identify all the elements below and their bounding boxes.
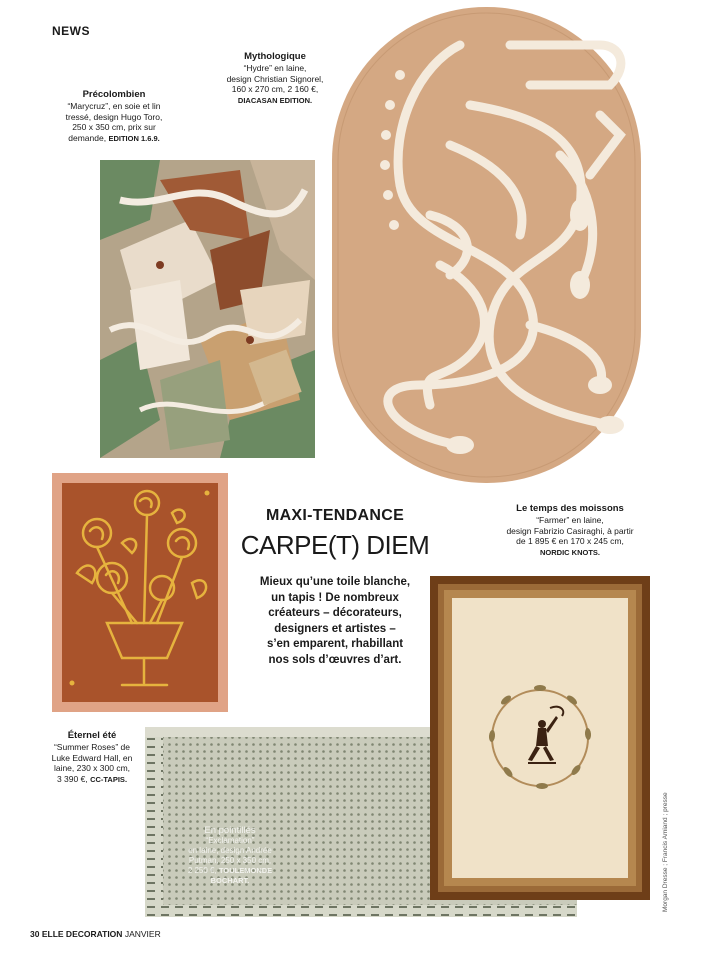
caption-line: “Exclamation” <box>205 836 255 845</box>
caption-line: 250 x 350 cm, prix sur <box>72 122 156 132</box>
intro-line: s’en emparent, rhabillant <box>266 638 404 650</box>
rug-summer-roses-image <box>52 473 228 712</box>
section-label: NEWS <box>52 24 90 38</box>
caption-line: 2 250 €, <box>187 866 217 875</box>
page-folio <box>30 929 161 939</box>
intro-line: nos sols d’œuvres d’art. <box>268 653 402 666</box>
photo-credit: Morgan Dresse ; Francis Amiand ; presse <box>662 792 669 912</box>
caption-title: Le temps des moissons <box>516 503 624 514</box>
caption-line: “Summer Roses” de <box>53 742 131 752</box>
caption-pointilles <box>176 826 284 886</box>
caption-line: demande, <box>68 132 107 143</box>
caption-line: de 1 895 € en 170 x 245 cm, <box>516 536 624 546</box>
intro-line: designers et artistes – <box>274 622 396 635</box>
caption-brand: EDITION 1.6.9. <box>108 133 160 143</box>
caption-line: design Fabrizio Casiraghi, à partir <box>506 525 634 536</box>
page-number: 30 <box>30 929 40 939</box>
caption-line: Putman, 250 x 350 cm, <box>188 856 272 865</box>
caption-brand: CC-TAPIS. <box>90 774 128 784</box>
caption-line: Luke Edward Hall, en <box>51 752 133 763</box>
rug-hydre-image <box>330 5 643 485</box>
caption-line: “Farmer” en laine, <box>536 515 604 525</box>
caption-line: “Marycruz”, en soie et lin <box>67 101 161 111</box>
rug-farmer-image <box>430 576 650 900</box>
issue-month: JANVIER <box>124 929 161 939</box>
caption-title: Précolombien <box>82 89 146 100</box>
caption-moissons <box>500 503 640 558</box>
caption-line: tressé, design Hugo Toro, <box>65 111 163 122</box>
caption-line: en laine, design Andrée <box>188 846 272 855</box>
caption-title: Éternel été <box>67 730 117 741</box>
caption-title: Mythologique <box>244 51 306 62</box>
caption-brand: TOULEMONDE BOCHART. <box>210 866 273 885</box>
article-intro <box>238 575 432 668</box>
intro-line: un tapis ! De nombreux <box>271 591 399 604</box>
article-headline: CARPE(T) DIEM <box>240 530 430 560</box>
caption-precolombien <box>60 89 168 144</box>
caption-line: design Christian Signorel, <box>226 73 324 84</box>
caption-title: En pointillés <box>204 825 256 836</box>
caption-line: “Hydre” en laine, <box>243 63 307 73</box>
intro-line: créateurs – décorateurs, <box>268 607 402 619</box>
magazine-name: ELLE DECORATION <box>41 929 123 939</box>
caption-line: 160 x 270 cm, 2 160 €, <box>231 84 319 94</box>
caption-eternel-ete <box>48 730 136 785</box>
caption-brand: DIACASAN EDITION. <box>237 95 313 105</box>
caption-line: laine, 230 x 300 cm, <box>53 763 131 773</box>
caption-line: 3 390 €, <box>56 773 88 784</box>
rug-marycruz-image <box>100 160 315 458</box>
intro-line: Mieux qu’une toile blanche, <box>259 576 411 588</box>
caption-brand: NORDIC KNOTS. <box>540 547 600 557</box>
caption-mythologique <box>225 51 325 106</box>
article-kicker: MAXI-TENDANCE <box>265 507 405 524</box>
